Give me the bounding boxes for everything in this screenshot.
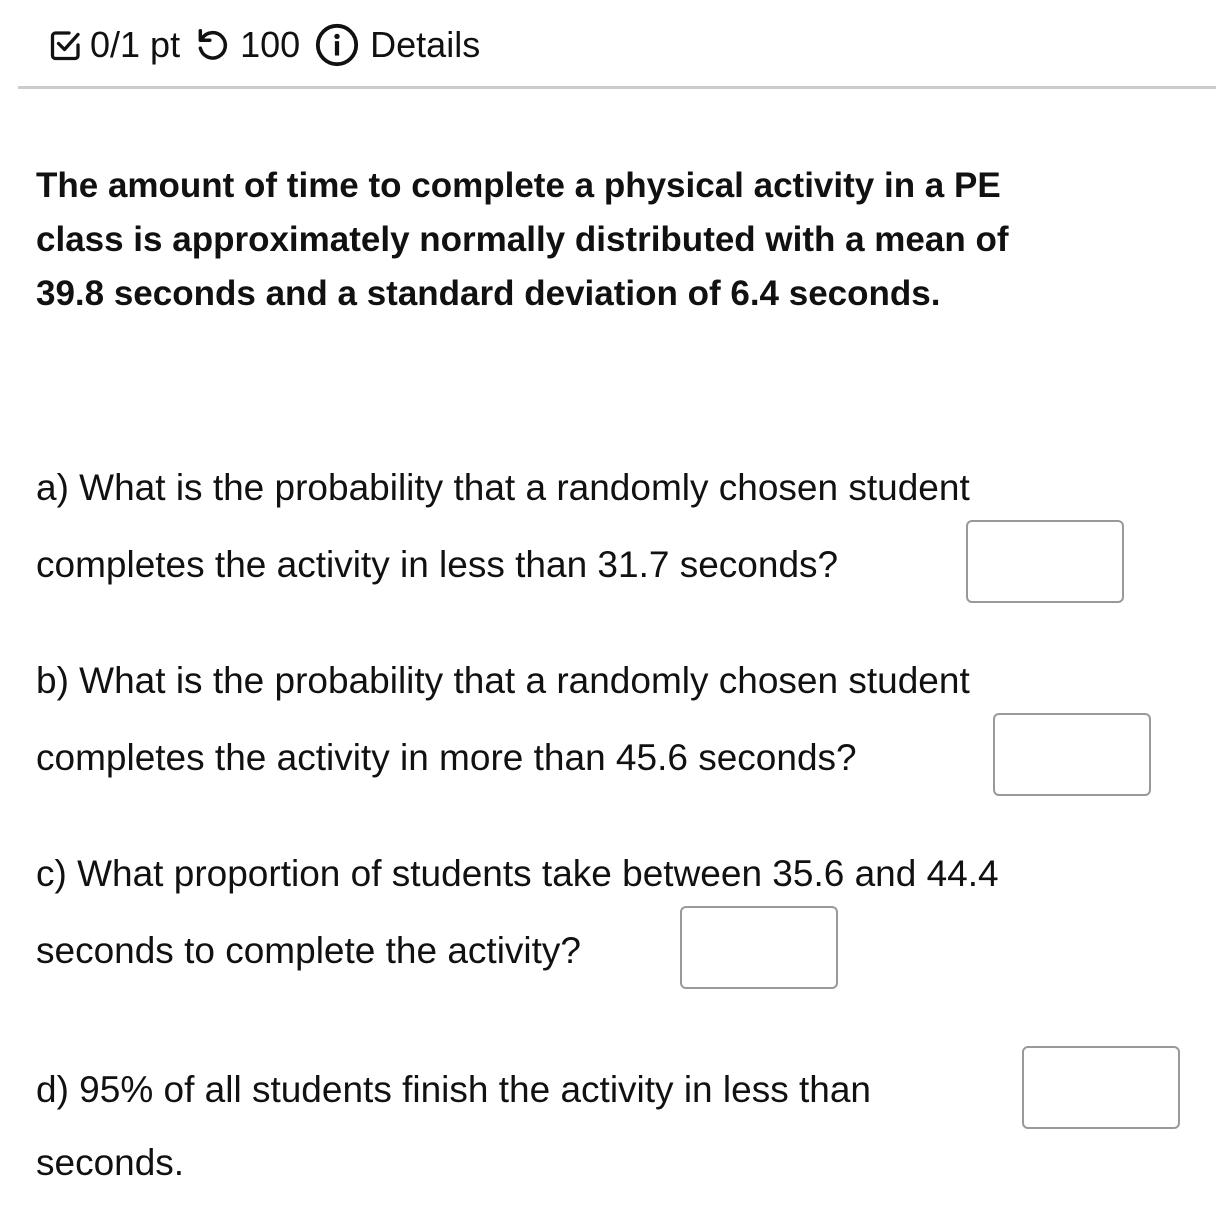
question-b-line-1: b) What is the probability that a randomly chosen student — [36, 660, 970, 701]
header-divider — [18, 86, 1216, 89]
question-a-line-2: completes the activity in less than 31.7 seconds? — [36, 544, 839, 585]
problem-line-1: The amount of time to complete a physical activity in a PE — [36, 166, 1001, 205]
answer-d-input[interactable] — [1022, 1046, 1180, 1129]
details-link[interactable] — [314, 22, 480, 68]
question-header — [48, 22, 494, 68]
question-b-line-2: completes the activity in more than 45.6 seconds? — [36, 737, 857, 778]
question-c-line-2: seconds to complete the activity? — [36, 930, 582, 971]
question-d-line-2: seconds. — [36, 1142, 185, 1183]
answer-b-input[interactable] — [993, 713, 1151, 796]
problem-line-3: 39.8 seconds and a standard deviation of 6.4 seconds. — [36, 274, 941, 313]
checkbox-icon — [48, 27, 84, 63]
question-a-line-1: a) What is the probability that a randomly chosen student — [36, 467, 970, 508]
answer-a-input[interactable] — [966, 520, 1124, 603]
question-c-line-1: c) What proportion of students take between 35.6 and 44.4 — [36, 853, 999, 894]
problem-line-2: class is approximately normally distributed with a mean of — [36, 220, 1009, 259]
info-icon — [314, 22, 360, 68]
question-d-line-1: d) 95% of all students finish the activity in less than — [36, 1069, 871, 1110]
attempts-text: 100 — [240, 24, 301, 65]
retry-icon — [194, 26, 232, 64]
score-text: 0/1 pt — [90, 24, 181, 65]
details-label: Details — [370, 24, 481, 65]
answer-c-input[interactable] — [680, 906, 838, 989]
